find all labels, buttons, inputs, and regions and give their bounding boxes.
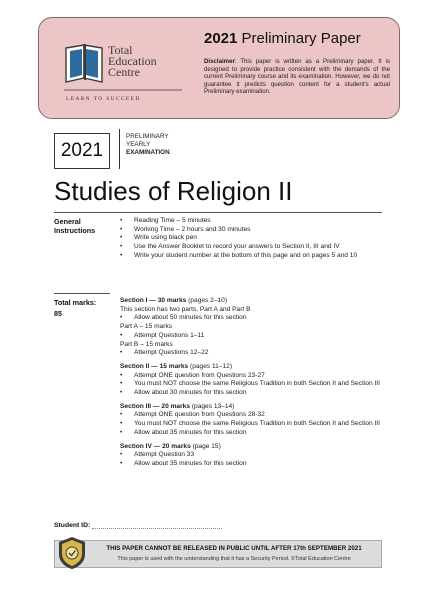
section-title: Section II — 15 marks xyxy=(120,362,189,370)
section-pages: (page 15) xyxy=(190,442,221,450)
divider xyxy=(54,293,110,294)
exam-label xyxy=(126,133,170,157)
list-item: • Reading Time – 5 minutes xyxy=(120,217,382,226)
list-item: • Write your student number at the bottom of this page and on pages 5 and 10 xyxy=(120,252,382,261)
section-pages: (pages 2–10) xyxy=(186,297,228,304)
exam-label-line1: PRELIMINARY xyxy=(126,133,169,140)
exam-label-line2: YEARLY xyxy=(126,141,151,148)
total-marks-heading xyxy=(54,298,96,318)
list-item: • Allow about 30 minutes for this section xyxy=(120,389,382,398)
logo-name-line3: Centre xyxy=(108,65,140,79)
section-heading xyxy=(120,443,382,452)
section-pages: (pages 11–12) xyxy=(188,362,233,370)
list-item: Part B – 15 marks xyxy=(120,340,173,348)
section-2 xyxy=(120,363,382,398)
section-title: Section I — 30 marks xyxy=(120,297,187,304)
list-item: • Use the Answer Booklet to record your answers to Section II, III and IV xyxy=(120,243,382,252)
list-item: This section has two parts, Part A and Part B xyxy=(120,305,251,313)
section-pages: (pages 13–14) xyxy=(190,402,235,410)
section-heading xyxy=(120,363,382,372)
total-marks-label: Total marks: xyxy=(54,298,97,307)
list-item: • Attempt Question 33 xyxy=(120,451,382,460)
footer-notice: THIS PAPER CANNOT BE RELEASED IN PUBLIC UNTIL AFTER 17th SEPTEMBER 2021 xyxy=(106,545,362,552)
section-title: Section IV — 20 marks xyxy=(120,442,191,450)
header-year: 2021 xyxy=(204,30,238,47)
header-paper-type: Preliminary Paper xyxy=(241,30,361,47)
section-3 xyxy=(120,403,382,438)
logo-tagline: LEARN TO SUCCEED xyxy=(66,96,141,102)
logo-name xyxy=(108,45,157,78)
list-item: • Attempt Questions 1–11 xyxy=(120,332,382,341)
list-item: • You must NOT choose the same Religious Tradition in both Section II and Section III xyxy=(120,420,382,429)
logo-name-line1: Total xyxy=(108,43,133,57)
exam-year-box: 2021 xyxy=(54,133,110,169)
exam-label-line3: EXAMINATION xyxy=(126,149,170,156)
disclaimer-text: : This paper is written as a Preliminary paper. It is designed to provide practice consistent with the demands of the current Preliminary course and its examination. However, we do not guarantee it predicts question content for a student's actual Preliminary examination. xyxy=(204,58,390,96)
security-shield-icon xyxy=(57,536,87,570)
list-item: • Attempt Questions 12–22 xyxy=(120,349,382,358)
student-id-label: Student ID: xyxy=(54,522,91,529)
disclaimer-label: Disclaimer xyxy=(204,58,235,65)
general-instructions-heading xyxy=(54,217,95,235)
section-title: Section III — 20 marks xyxy=(120,402,190,410)
general-instructions-heading-line2: Instructions xyxy=(54,226,96,235)
header-title xyxy=(204,30,361,47)
disclaimer xyxy=(204,58,390,96)
divider xyxy=(54,212,382,213)
subject-title: Studies of Religion II xyxy=(54,176,293,206)
total-marks-value: 85 xyxy=(54,309,62,318)
list-item: • Attempt ONE question from Questions 28-32 xyxy=(120,411,382,420)
general-instructions-heading-line1: General xyxy=(54,217,81,226)
sections-list xyxy=(120,297,382,469)
logo-name-line2: Education xyxy=(108,54,157,68)
list-item: • Write using black pen xyxy=(120,234,382,243)
list-item: • Allow about 35 minutes for this section xyxy=(120,460,382,469)
footer-note: This paper is used with the understanding that it has a Security Period. ©Total Education Centre xyxy=(117,556,351,562)
general-instructions-list xyxy=(120,217,382,261)
list-item: Part A – 15 marks xyxy=(120,323,173,331)
list-item: • Attempt ONE question from Questions 23-27 xyxy=(120,372,382,381)
list-item: • Allow about 35 minutes for this section xyxy=(120,429,382,438)
list-item: • Allow about 50 minutes for this section xyxy=(120,314,382,323)
section-heading xyxy=(120,403,382,412)
section-1 xyxy=(120,297,382,358)
section-heading xyxy=(120,297,382,306)
list-item: • You must NOT choose the same Religious Tradition in both Section II and Section III xyxy=(120,380,382,389)
list-item: • Working Time – 2 hours and 30 minutes xyxy=(120,226,382,235)
student-id-field[interactable] xyxy=(92,528,222,529)
section-4 xyxy=(120,443,382,469)
divider xyxy=(119,129,120,169)
